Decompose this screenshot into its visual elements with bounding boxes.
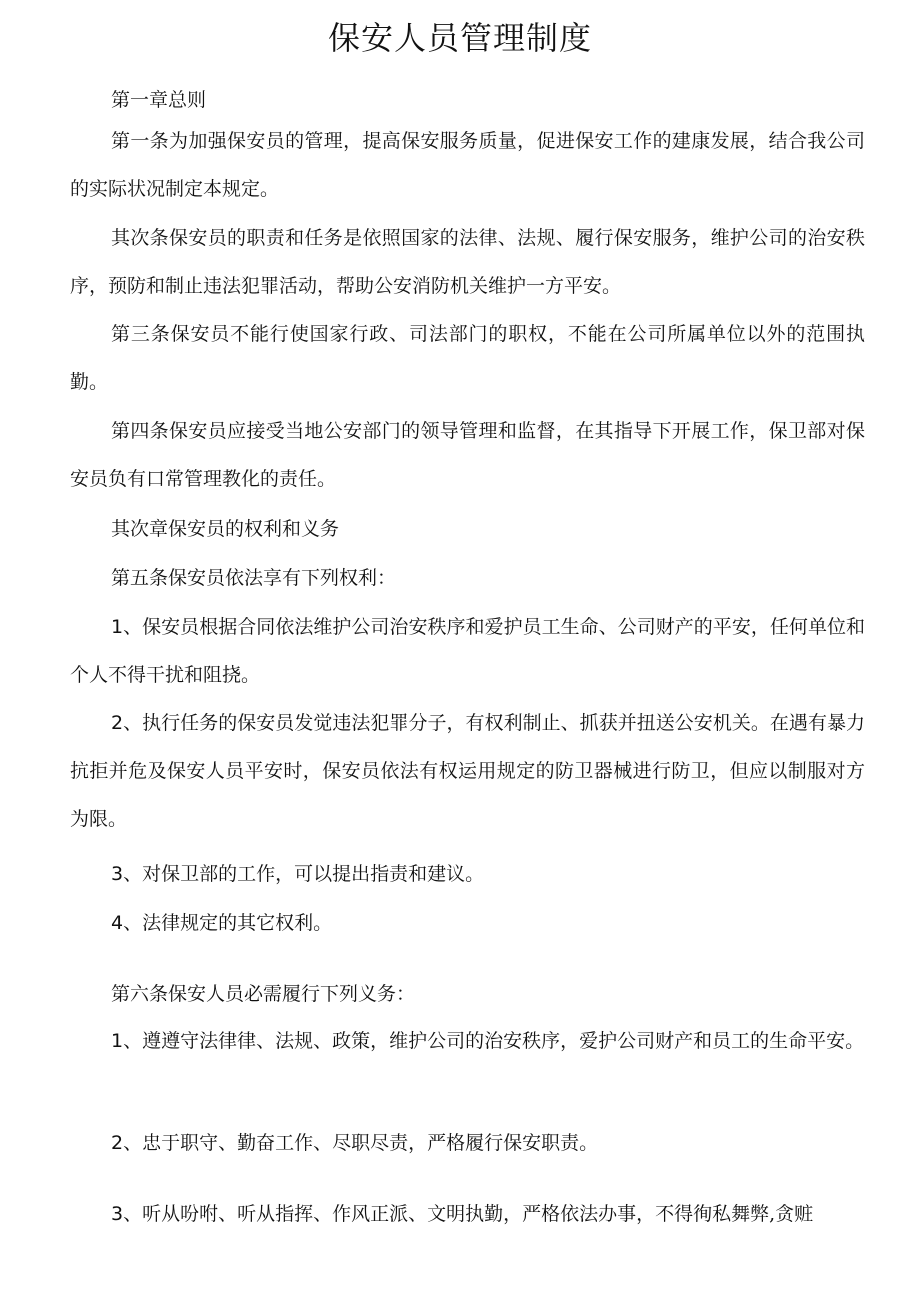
list-item-text: 、执行任务的保安员发觉违法犯罪分子，有权利制止、抓获并扭送公安机关。在遇有暴力抗拒并危及保安人员平安时，保安员依法有权运用规定的防卫器械进行防卫，但应以制服对方为限。: [70, 712, 865, 830]
list-item-number: 3: [111, 863, 124, 885]
list-item-number: 4: [111, 912, 124, 934]
list-item-text: 、保安员根据合同依法维护公司治安秩序和爱护员工生命、公司财产的平安，任何单位和个人不得干扰和阻挠。: [70, 616, 865, 686]
list-item: [70, 1190, 865, 1238]
article-paragraph: 第五条保安员依法享有下列权利：: [111, 567, 397, 589]
document-title: 保安人员管理制度: [327, 19, 592, 57]
article-paragraph: 第四条保安员应接受当地公安部门的领导管理和监督，在其指导下开展工作，保卫部对保安员负有口常管理教化的责任。: [70, 420, 865, 490]
list-item-text: 、忠于职守、勤奋工作、尽职尽责，严格履行保安职责。: [123, 1132, 599, 1154]
list-item: [70, 850, 865, 898]
list-item-text: 、听从吩咐、听从指挥、作风正派、文明执勤，严格依法办事，不得徇私舞弊,贪赃: [123, 1203, 814, 1225]
list-item-text: 、法律规定的其它权利。: [123, 912, 333, 934]
list-item: [70, 603, 865, 699]
list-item: [70, 1017, 865, 1065]
article-paragraph: 第六条保安人员必需履行下列义务：: [111, 983, 416, 1005]
list-item-number: 3: [111, 1203, 124, 1225]
list-item-number: 1: [111, 616, 124, 638]
chapter-heading: 第一章总则: [111, 89, 207, 111]
chapter-heading: 其次章保安员的权利和义务: [111, 518, 340, 540]
article-paragraph: 第一条为加强保安员的管理，提高保安服务质量，促进保安工作的建康发展，结合我公司的实际状况制定本规定。: [70, 130, 865, 200]
list-item-number: 2: [111, 1132, 124, 1154]
list-item: [70, 899, 865, 947]
list-item-text: 、遵遵守法律律、法规、政策，维护公司的治安秩序，爱护公司财产和员工的生命平安。: [123, 1030, 865, 1052]
article-paragraph: 第三条保安员不能行使国家行政、司法部门的职权，不能在公司所属单位以外的范围执勤。: [70, 323, 865, 393]
list-item-number: 1: [111, 1030, 124, 1052]
article-paragraph: 其次条保安员的职责和任务是依照国家的法律、法规、履行保安服务，维护公司的治安秩序，预防和制止违法犯罪活动，帮助公安消防机关维护一方平安。: [70, 227, 865, 297]
list-item: [70, 1119, 865, 1167]
list-item-text: 、对保卫部的工作，可以提出指责和建议。: [123, 863, 485, 885]
list-item-number: 2: [111, 712, 124, 734]
list-item: [70, 699, 865, 843]
